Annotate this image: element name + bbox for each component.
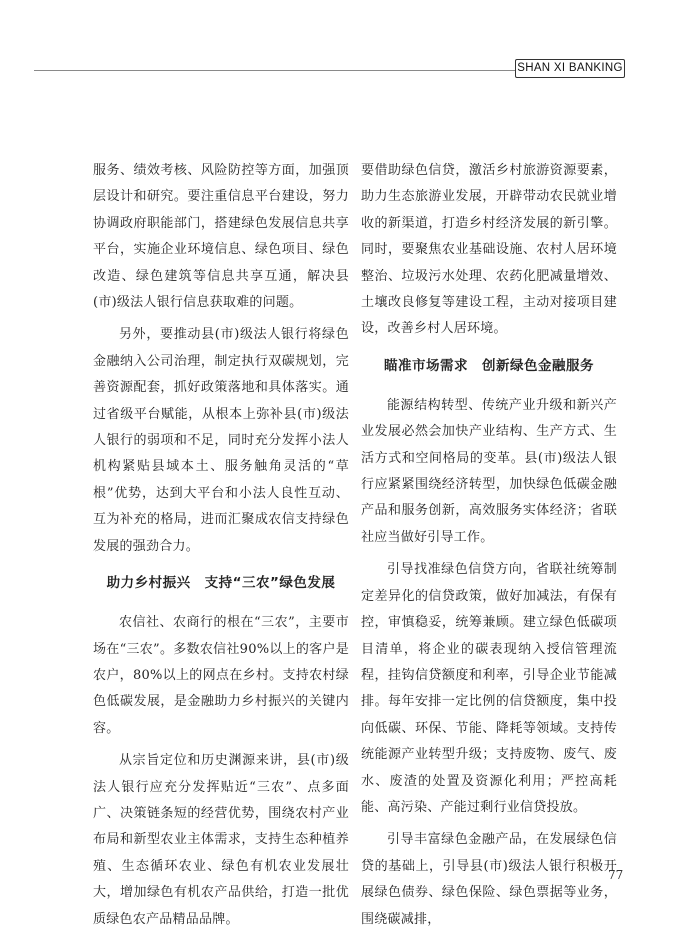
right-column bbox=[361, 158, 617, 939]
page-number: 77 bbox=[608, 868, 624, 882]
paragraph: 农信社、农商行的根在“三农”，主要市场在“三农”。多数农信社90%以上的客户是农户，80%以上的网点在乡村。支持农村绿色低碳发展，是金融助力乡村振兴的关键内容。 bbox=[93, 615, 349, 736]
paragraph: 引导找准绿色信贷方向，省联社统筹制定差异化的信贷政策，做好加减法，有保有控，审慎稳妥，统筹兼顾。建立绿色低碳项目清单，将企业的碳表现纳入授信管理流程，挂钩信贷额度和利率，引导企业节能减排。每年安排一定比例的信贷额度，集中投向低碳、环保、节能、降耗等领域。支持传统能源产业转型升级；支持废物、废气、废水、废渣的处置及资源化利用；严控高耗能、高污染、产能过剩行业信贷投放。 bbox=[361, 562, 617, 815]
paragraph: 能源结构转型、传统产业升级和新兴产业发展必然会加快产业结构、生产方式、生活方式和空间格局的变革。县(市)级法人银行应紧紧围绕经济转型，加快绿色低碳金融产品和服务创新，高效服务实体经济；省联社应当做好引导工作。 bbox=[361, 397, 617, 545]
paragraph: 服务、绩效考核、风险防控等方面，加强顶层设计和研究。要注重信息平台建设，努力协调政府职能部门，搭建绿色发展信息共享平台，实施企业环境信息、绿色项目、绿色改造、绿色建筑等信息共享互通，解决县(市)级法人银行信息获取难的问题。 bbox=[93, 163, 349, 311]
left-column bbox=[93, 158, 349, 939]
paragraph: 要借助绿色信贷，激活乡村旅游资源要素，助力生态旅游业发展，开辟带动农民就业增收的新渠道，打造乡村经济发展的新引擎。同时，要聚焦农业基础设施、农村人居环境整治、垃圾污水处理、农药化肥减量增效、土壤改良修复等建设工程，主动对接项目建设，改善乡村人居环境。 bbox=[361, 163, 617, 337]
section-heading: 瞄准市场需求 创新绿色金融服务 bbox=[384, 357, 594, 374]
paragraph: 另外，要推动县(市)级法人银行将绿色金融纳入公司治理，制定执行双碳规划，完善资源配套，抓好政策落地和具体落实。通过省级平台赋能，从根本上弥补县(市)级法人银行的弱项和不足，同时充分发挥小法人机构紧贴县域本土、服务触角灵活的“草根”优势，达到大平台和小法人良性互动、互为补充的格局，进而汇聚成农信支持绿色发展的强劲合力。 bbox=[93, 327, 349, 554]
paragraph: 从宗旨定位和历史渊源来讲，县(市)级法人银行应充分发挥贴近“三农”、点多面广、决策链条短的经营优势，围绕农村产业布局和新型农业主体需求，支持生态种植养殖、生态循环农业、绿色有机农业发展壮大，增加绿色有机农产品供给，打造一批优质绿色农产品精品品牌。 bbox=[93, 753, 349, 927]
journal-badge: SHAN XI BANKING bbox=[515, 59, 625, 78]
section-heading: 助力乡村振兴 支持“三农”绿色发展 bbox=[106, 575, 336, 592]
paragraph: 引导丰富绿色金融产品，在发展绿色信贷的基础上，引导县(市)级法人银行积极开展绿色债券、绿色保险、绿色票据等业务，围绕碳减排， bbox=[361, 832, 617, 927]
